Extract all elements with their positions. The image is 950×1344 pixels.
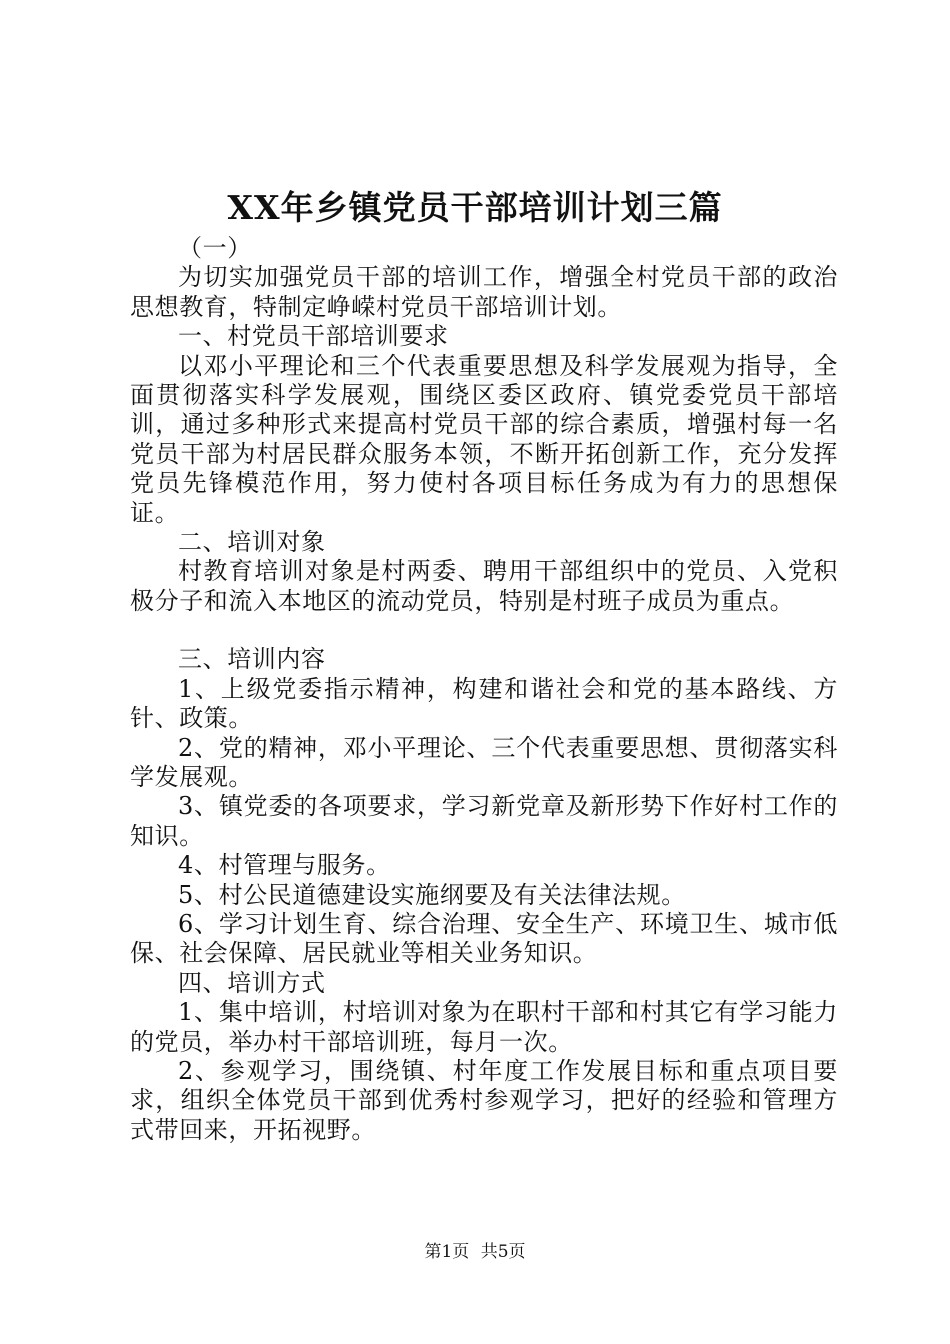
content-item: 4、村管理与服务。	[178, 851, 391, 880]
content-item: 1、上级党委指示精神，构建和谐社会和党的基本路线、方针、政策。	[130, 674, 838, 733]
page-total: 共5页	[480, 1242, 526, 1262]
document-body	[130, 234, 838, 1145]
page-footer	[0, 1240, 950, 1264]
page-number: 第1页	[424, 1242, 470, 1262]
targets-paragraph: 村教育培训对象是村两委、聘用干部组织中的党员、入党积极分子和流入本地区的流动党员，特别是村班子成员为重点。	[130, 557, 838, 615]
section-heading-methods: 四、培训方式	[178, 968, 326, 997]
method-item: 1、集中培训，村培训对象为在职村干部和村其它有学习能力的党员，举办村干部培训班，每月一次。	[130, 998, 838, 1056]
section-heading-requirements: 一、村党员干部培训要求	[178, 322, 449, 351]
section-heading-targets: 二、培训对象	[178, 528, 326, 557]
intro-paragraph: 为切实加强党员干部的培训工作，增强全村党员干部的政治思想教育，特制定峥嵘村党员干部培训计划。	[130, 263, 838, 321]
section-heading-content: 三、培训内容	[178, 645, 326, 674]
requirements-paragraph: 以邓小平理论和三个代表重要思想及科学发展观为指导，全面贯彻落实科学发展观，围绕区委区政府、镇党委党员干部培训，通过多种形式来提高村党员干部的综合素质，增强村每一名党员干部为村居民群众服务本领，不断开拓创新工作，充分发挥党员先锋模范作用，努力使村各项目标任务成为有力的思想保证。	[130, 351, 838, 527]
content-item: 6、学习计划生育、综合治理、安全生产、环境卫生、城市低保、社会保障、居民就业等相关业务知识。	[130, 909, 838, 968]
blank-line	[130, 616, 838, 645]
content-item: 5、村公民道德建设实施纲要及有关法律法规。	[178, 880, 686, 909]
content-item: 2、党的精神，邓小平理论、三个代表重要思想、贯彻落实科学发展观。	[130, 733, 838, 791]
section-label: （一）	[178, 234, 252, 262]
content-item: 3、镇党委的各项要求，学习新党章及新形势下作好村工作的知识。	[130, 792, 838, 850]
document-title: XX年乡镇党员干部培训计划三篇	[227, 188, 723, 227]
method-item: 2、参观学习，围绕镇、村年度工作发展目标和重点项目要求，组织全体党员干部到优秀村参观学习，把好的经验和管理方式带回来，开拓视野。	[130, 1056, 838, 1144]
